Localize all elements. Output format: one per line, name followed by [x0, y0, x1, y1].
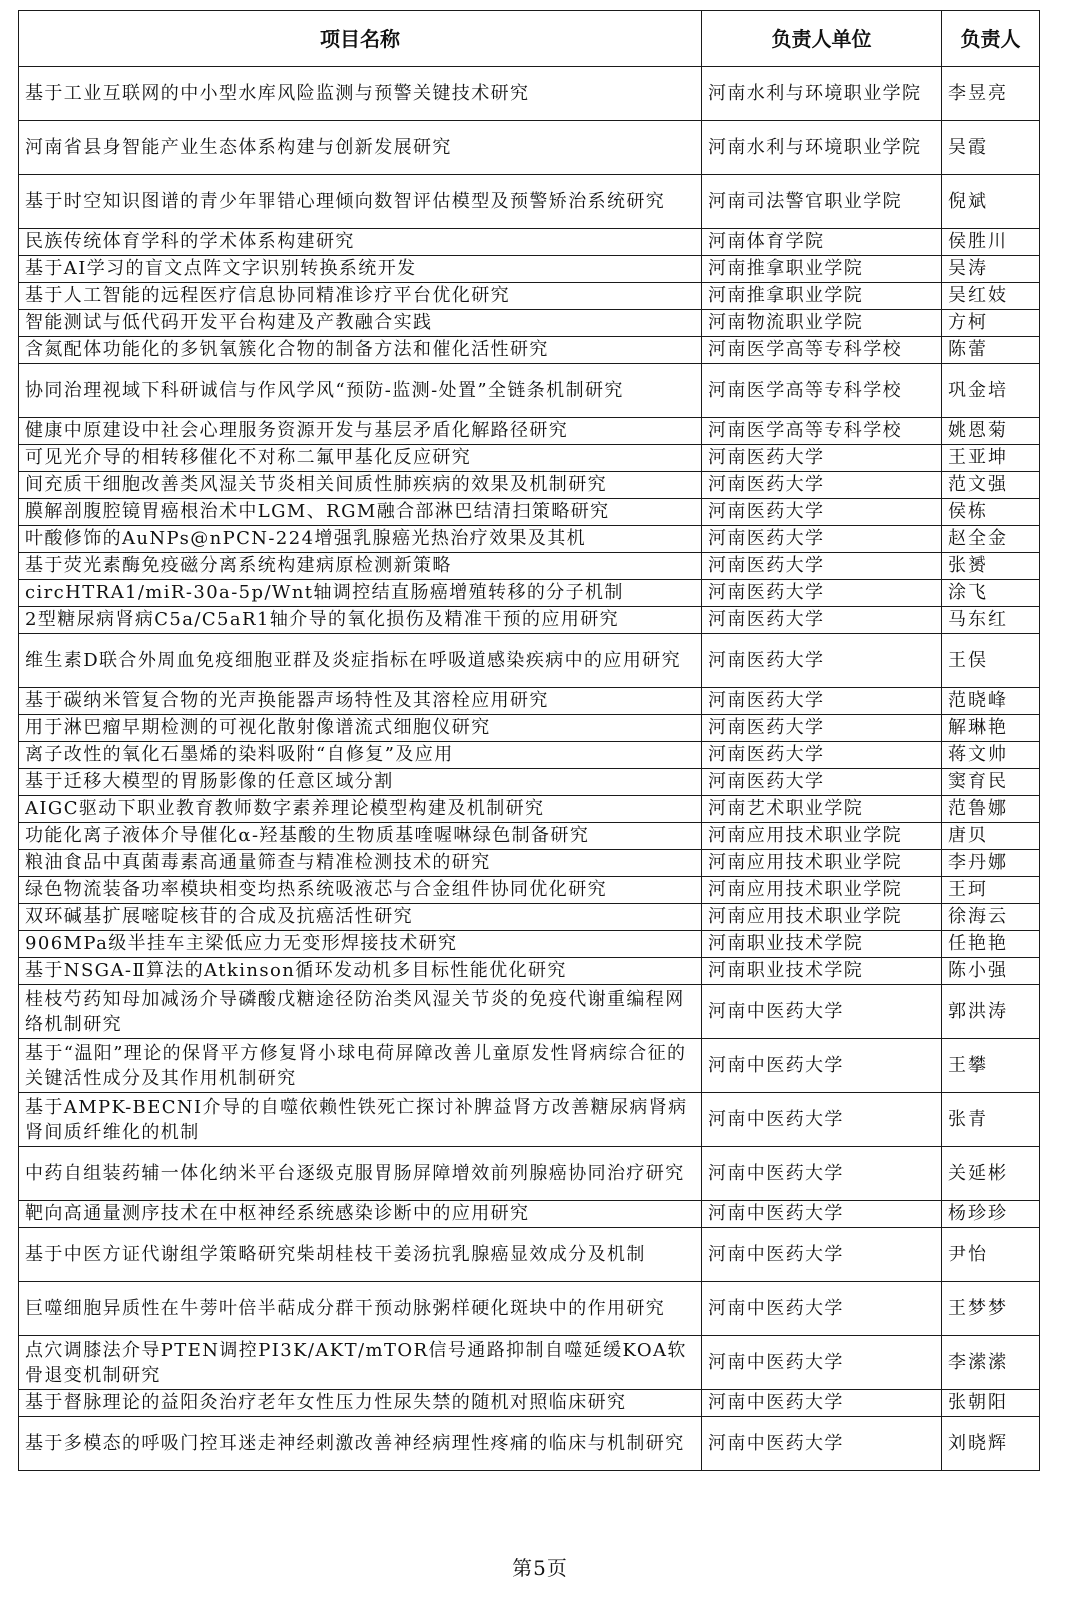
leader-cell: 任艳艳	[942, 931, 1040, 958]
unit-cell: 河南中医药大学	[702, 985, 942, 1039]
leader-cell: 徐海云	[942, 904, 1040, 931]
unit-cell: 河南医药大学	[702, 607, 942, 634]
leader-cell: 李昱亮	[942, 67, 1040, 121]
table-row	[19, 634, 1040, 688]
table-row	[19, 121, 1040, 175]
unit-cell: 河南医药大学	[702, 715, 942, 742]
table-row	[19, 1093, 1040, 1147]
unit-cell: 河南中医药大学	[702, 1417, 942, 1471]
unit-cell: 河南应用技术职业学院	[702, 823, 942, 850]
leader-cell: 郭洪涛	[942, 985, 1040, 1039]
table-row	[19, 688, 1040, 715]
project-name-cell: 绿色物流装备功率模块相变均热系统吸液芯与合金组件协同优化研究	[19, 877, 702, 904]
unit-cell: 河南应用技术职业学院	[702, 904, 942, 931]
leader-cell: 窦育民	[942, 769, 1040, 796]
leader-cell: 姚恩菊	[942, 418, 1040, 445]
leader-cell: 王珂	[942, 877, 1040, 904]
unit-cell: 河南医药大学	[702, 580, 942, 607]
leader-cell: 范晓峰	[942, 688, 1040, 715]
table-row	[19, 850, 1040, 877]
project-name-cell: 间充质干细胞改善类风湿关节炎相关间质性肺疾病的效果及机制研究	[19, 472, 702, 499]
project-name-cell: 点穴调膝法介导PTEN调控PI3K/AKT/mTOR信号通路抑制自噬延缓KOA软骨退变机制研究	[19, 1336, 702, 1390]
unit-cell: 河南中医药大学	[702, 1390, 942, 1417]
project-name-cell: 用于淋巴瘤早期检测的可视化散射像谱流式细胞仪研究	[19, 715, 702, 742]
table-row	[19, 1390, 1040, 1417]
project-name-cell: 河南省县身智能产业生态体系构建与创新发展研究	[19, 121, 702, 175]
unit-cell: 河南医学高等专科学校	[702, 337, 942, 364]
table-row	[19, 364, 1040, 418]
project-name-cell: 粮油食品中真菌毒素高通量筛查与精准检测技术的研究	[19, 850, 702, 877]
table-row	[19, 796, 1040, 823]
leader-cell: 吴涛	[942, 256, 1040, 283]
table-row	[19, 175, 1040, 229]
leader-cell: 吴霞	[942, 121, 1040, 175]
unit-cell: 河南中医药大学	[702, 1039, 942, 1093]
table-row	[19, 1039, 1040, 1093]
table-row	[19, 1336, 1040, 1390]
project-name-cell: 双环碱基扩展嘧啶核苷的合成及抗癌活性研究	[19, 904, 702, 931]
project-name-cell: 基于中医方证代谢组学策略研究柴胡桂枝干姜汤抗乳腺癌显效成分及机制	[19, 1228, 702, 1282]
table-row	[19, 1147, 1040, 1201]
unit-cell: 河南职业技术学院	[702, 931, 942, 958]
unit-cell: 河南医药大学	[702, 553, 942, 580]
project-name-cell: 基于迁移大模型的胃肠影像的任意区域分割	[19, 769, 702, 796]
project-name-cell: 功能化离子液体介导催化α-羟基酸的生物质基喹喔啉绿色制备研究	[19, 823, 702, 850]
unit-cell: 河南应用技术职业学院	[702, 877, 942, 904]
project-name-cell: 基于时空知识图谱的青少年罪错心理倾向数智评估模型及预警矫治系统研究	[19, 175, 702, 229]
table-row	[19, 742, 1040, 769]
project-name-cell: 基于“温阳”理论的保肾平方修复肾小球电荷屏障改善儿童原发性肾病综合征的关键活性成分及其作用机制研究	[19, 1039, 702, 1093]
unit-cell: 河南医药大学	[702, 769, 942, 796]
project-table	[18, 10, 1040, 1471]
unit-cell: 河南体育学院	[702, 229, 942, 256]
project-name-cell: 906MPa级半挂车主梁低应力无变形焊接技术研究	[19, 931, 702, 958]
table-row	[19, 67, 1040, 121]
table-header-row	[19, 11, 1040, 67]
table-row	[19, 823, 1040, 850]
table-row	[19, 1228, 1040, 1282]
unit-cell: 河南职业技术学院	[702, 958, 942, 985]
project-name-cell: 基于碳纳米管复合物的光声换能器声场特性及其溶栓应用研究	[19, 688, 702, 715]
leader-cell: 王梦梦	[942, 1282, 1040, 1336]
project-name-cell: 基于AI学习的盲文点阵文字识别转换系统开发	[19, 256, 702, 283]
leader-cell: 李丹娜	[942, 850, 1040, 877]
project-name-cell: 基于工业互联网的中小型水库风险监测与预警关键技术研究	[19, 67, 702, 121]
table-row	[19, 1417, 1040, 1471]
header-leader: 负责人	[942, 11, 1040, 67]
leader-cell: 王攀	[942, 1039, 1040, 1093]
unit-cell: 河南医药大学	[702, 634, 942, 688]
project-name-cell: 含氮配体功能化的多钒氧簇化合物的制备方法和催化活性研究	[19, 337, 702, 364]
project-name-cell: 中药自组装药辅一体化纳米平台逐级克服胃肠屏障增效前列腺癌协同治疗研究	[19, 1147, 702, 1201]
project-name-cell: 民族传统体育学科的学术体系构建研究	[19, 229, 702, 256]
table-row	[19, 877, 1040, 904]
unit-cell: 河南中医药大学	[702, 1093, 942, 1147]
project-name-cell: 膜解剖腹腔镜胃癌根治术中LGM、RGM融合部淋巴结清扫策略研究	[19, 499, 702, 526]
leader-cell: 唐贝	[942, 823, 1040, 850]
unit-cell: 河南医药大学	[702, 688, 942, 715]
unit-cell: 河南水利与环境职业学院	[702, 121, 942, 175]
leader-cell: 关延彬	[942, 1147, 1040, 1201]
unit-cell: 河南医药大学	[702, 499, 942, 526]
project-name-cell: 叶酸修饰的AuNPs@nPCN-224增强乳腺癌光热治疗效果及其机	[19, 526, 702, 553]
table-row	[19, 229, 1040, 256]
leader-cell: 侯胜川	[942, 229, 1040, 256]
leader-cell: 解琳艳	[942, 715, 1040, 742]
leader-cell: 李潆潆	[942, 1336, 1040, 1390]
table-row	[19, 715, 1040, 742]
unit-cell: 河南物流职业学院	[702, 310, 942, 337]
project-name-cell: 智能测试与低代码开发平台构建及产教融合实践	[19, 310, 702, 337]
leader-cell: 范鲁娜	[942, 796, 1040, 823]
leader-cell: 涂飞	[942, 580, 1040, 607]
unit-cell: 河南应用技术职业学院	[702, 850, 942, 877]
unit-cell: 河南医药大学	[702, 742, 942, 769]
project-name-cell: 基于督脉理论的益阳灸治疗老年女性压力性尿失禁的随机对照临床研究	[19, 1390, 702, 1417]
leader-cell: 杨珍珍	[942, 1201, 1040, 1228]
leader-cell: 陈蕾	[942, 337, 1040, 364]
table-row	[19, 958, 1040, 985]
leader-cell: 张朝阳	[942, 1390, 1040, 1417]
leader-cell: 王俣	[942, 634, 1040, 688]
project-name-cell: 离子改性的氧化石墨烯的染料吸附“自修复”及应用	[19, 742, 702, 769]
table-row	[19, 1201, 1040, 1228]
table-row	[19, 337, 1040, 364]
project-name-cell: 可见光介导的相转移催化不对称二氟甲基化反应研究	[19, 445, 702, 472]
table-row	[19, 472, 1040, 499]
table-row	[19, 580, 1040, 607]
table-row	[19, 769, 1040, 796]
leader-cell: 张青	[942, 1093, 1040, 1147]
leader-cell: 尹怡	[942, 1228, 1040, 1282]
unit-cell: 河南中医药大学	[702, 1147, 942, 1201]
table-row	[19, 526, 1040, 553]
table-row	[19, 985, 1040, 1039]
table-row	[19, 1282, 1040, 1336]
project-name-cell: 2型糖尿病肾病C5a/C5aR1轴介导的氧化损伤及精准干预的应用研究	[19, 607, 702, 634]
unit-cell: 河南推拿职业学院	[702, 283, 942, 310]
header-project-name: 项目名称	[19, 11, 702, 67]
leader-cell: 赵全金	[942, 526, 1040, 553]
table-row	[19, 418, 1040, 445]
project-name-cell: 桂枝芍药知母加减汤介导磷酸戊糖途径防治类风湿关节炎的免疫代谢重编程网络机制研究	[19, 985, 702, 1039]
table-row	[19, 445, 1040, 472]
leader-cell: 侯栋	[942, 499, 1040, 526]
table-row	[19, 553, 1040, 580]
project-name-cell: circHTRA1/miR-30a-5p/Wnt轴调控结直肠癌增殖转移的分子机制	[19, 580, 702, 607]
project-name-cell: 维生素D联合外周血免疫细胞亚群及炎症指标在呼吸道感染疾病中的应用研究	[19, 634, 702, 688]
project-name-cell: AIGC驱动下职业教育教师数字素养理论模型构建及机制研究	[19, 796, 702, 823]
leader-cell: 吴红妓	[942, 283, 1040, 310]
project-name-cell: 基于多模态的呼吸门控耳迷走神经刺激改善神经病理性疼痛的临床与机制研究	[19, 1417, 702, 1471]
leader-cell: 陈小强	[942, 958, 1040, 985]
project-name-cell: 巨噬细胞异质性在牛蒡叶倍半萜成分群干预动脉粥样硬化斑块中的作用研究	[19, 1282, 702, 1336]
table-row	[19, 499, 1040, 526]
unit-cell: 河南司法警官职业学院	[702, 175, 942, 229]
unit-cell: 河南中医药大学	[702, 1228, 942, 1282]
table-row	[19, 256, 1040, 283]
unit-cell: 河南医药大学	[702, 445, 942, 472]
leader-cell: 张赟	[942, 553, 1040, 580]
table-body	[19, 67, 1040, 1471]
project-name-cell: 基于AMPK-BECNI介导的自噬依赖性铁死亡探讨补脾益肾方改善糖尿病肾病肾间质纤维化的机制	[19, 1093, 702, 1147]
leader-cell: 方柯	[942, 310, 1040, 337]
leader-cell: 范文强	[942, 472, 1040, 499]
page-number: 第5页	[512, 1556, 568, 1580]
project-name-cell: 基于荧光素酶免疫磁分离系统构建病原检测新策略	[19, 553, 702, 580]
unit-cell: 河南水利与环境职业学院	[702, 67, 942, 121]
table-row	[19, 310, 1040, 337]
table-row	[19, 283, 1040, 310]
leader-cell: 王亚坤	[942, 445, 1040, 472]
unit-cell: 河南医学高等专科学校	[702, 364, 942, 418]
unit-cell: 河南中医药大学	[702, 1336, 942, 1390]
unit-cell: 河南医药大学	[702, 472, 942, 499]
project-name-cell: 基于NSGA-Ⅱ算法的Atkinson循环发动机多目标性能优化研究	[19, 958, 702, 985]
header-unit: 负责人单位	[702, 11, 942, 67]
unit-cell: 河南医药大学	[702, 526, 942, 553]
unit-cell: 河南中医药大学	[702, 1201, 942, 1228]
project-name-cell: 协同治理视域下科研诚信与作风学风“预防-监测-处置”全链条机制研究	[19, 364, 702, 418]
project-name-cell: 靶向高通量测序技术在中枢神经系统感染诊断中的应用研究	[19, 1201, 702, 1228]
leader-cell: 蒋文帅	[942, 742, 1040, 769]
leader-cell: 倪斌	[942, 175, 1040, 229]
unit-cell: 河南中医药大学	[702, 1282, 942, 1336]
table-row	[19, 607, 1040, 634]
leader-cell: 马东红	[942, 607, 1040, 634]
project-name-cell: 健康中原建设中社会心理服务资源开发与基层矛盾化解路径研究	[19, 418, 702, 445]
unit-cell: 河南医学高等专科学校	[702, 418, 942, 445]
unit-cell: 河南艺术职业学院	[702, 796, 942, 823]
unit-cell: 河南推拿职业学院	[702, 256, 942, 283]
table-row	[19, 931, 1040, 958]
leader-cell: 刘晓辉	[942, 1417, 1040, 1471]
leader-cell: 巩金培	[942, 364, 1040, 418]
project-name-cell: 基于人工智能的远程医疗信息协同精准诊疗平台优化研究	[19, 283, 702, 310]
table-row	[19, 904, 1040, 931]
